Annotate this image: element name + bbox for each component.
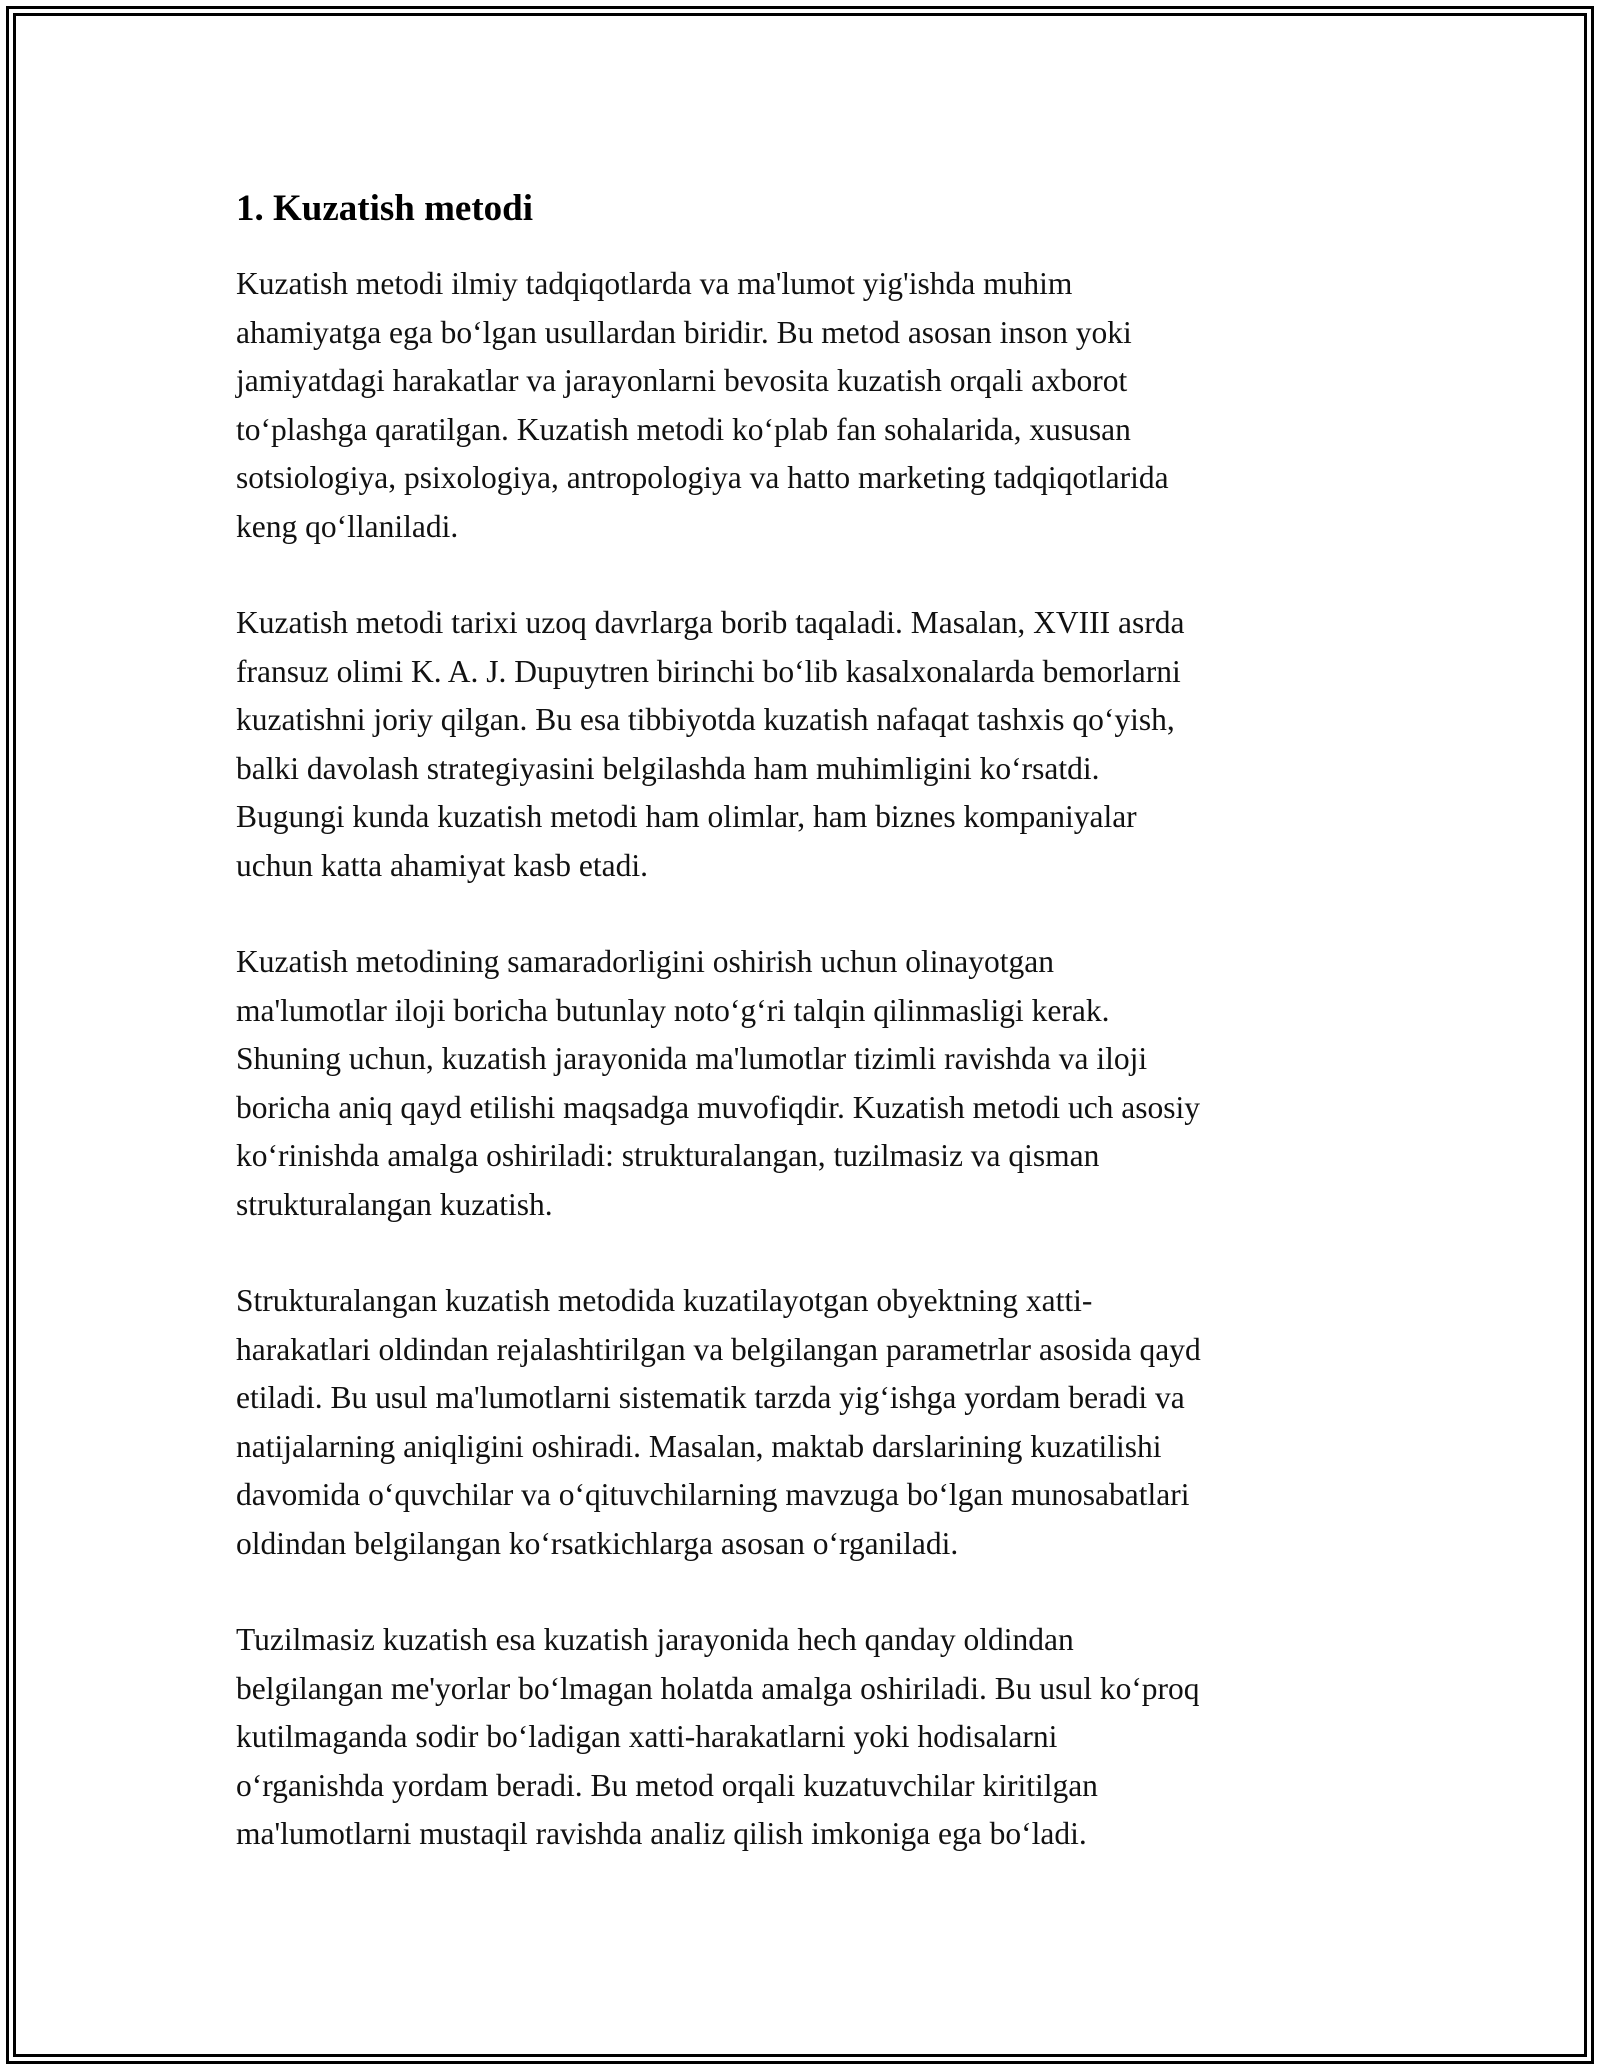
- document-body: [236, 185, 1376, 1907]
- paragraph-unstructured: Tuzilmasiz kuzatish esa kuzatish jarayonida hech qanday oldindan belgilangan me'yorlar bo‘lmagan holatda amalga oshiriladi. Bu usul ko‘proq kutilmaganda sodir bo‘ladigan xatti-harakatlarni yoki hodisalarni o‘rganishda yordam beradi. Bu metod orqali kuzatuvchilar kiritilgan ma'lumotlarni mustaqil ravishda analiz qilish imkoniga ega bo‘ladi.: [236, 1622, 1200, 1851]
- paragraph-structured: Strukturalangan kuzatish metodida kuzatilayotgan obyektning xatti- harakatlari oldindan rejalashtirilgan va belgilangan parametrlar asosida qayd etiladi. Bu usul ma'lumotlarni sistematik tarzda yig‘ishga yordam beradi va natijalarning aniqligini oshiradi. Masalan, maktab darslarining kuzatilishi davomida o‘quvchilar va o‘qituvchilarning mavzuga bo‘lgan munosabatlari oldindan belgilangan ko‘rsatkichlarga asosan o‘rganiladi.: [236, 1283, 1201, 1561]
- paragraph-history: Kuzatish metodi tarixi uzoq davrlarga borib taqaladi. Masalan, XVIII asrda fransuz olimi K. A. J. Dupuytren birinchi bo‘lib kasalxonalarda bemorlarni kuzatishni joriy qilgan. Bu esa tibbiyotda kuzatish nafaqat tashxis qo‘yish, balki davolash strategiyasini belgilashda ham muhimligini ko‘rsatdi. Bugungi kunda kuzatish metodi ham olimlar, ham biznes kompaniyalar uchun katta ahamiyat kasb etadi.: [236, 605, 1185, 883]
- paragraph-effectiveness: Kuzatish metodining samaradorligini oshirish uchun olinayotgan ma'lumotlar iloji boricha butunlay noto‘g‘ri talqin qilinmasligi kerak. Shuning uchun, kuzatish jarayonida ma'lumotlar tizimli ravishda va iloji boricha aniq qayd etilishi maqsadga muvofiqdir. Kuzatish metodi uch asosiy ko‘rinishda amalga oshiriladi: strukturalangan, tuzilmasiz va qisman strukturalangan kuzatish.: [236, 944, 1201, 1222]
- section-heading: 1. Kuzatish metodi: [236, 188, 534, 229]
- paragraph-intro: Kuzatish metodi ilmiy tadqiqotlarda va ma'lumot yig'ishda muhim ahamiyatga ega bo‘lgan usullardan biridir. Bu metod asosan inson yoki jamiyatdagi harakatlar va jarayonlarni bevosita kuzatish orqali axborot to‘plashga qaratilgan. Kuzatish metodi ko‘plab fan sohalarida, xususan sotsiologiya, psixologiya, antropologiya va hatto marketing tadqiqotlarida keng qo‘llaniladi.: [236, 266, 1169, 544]
